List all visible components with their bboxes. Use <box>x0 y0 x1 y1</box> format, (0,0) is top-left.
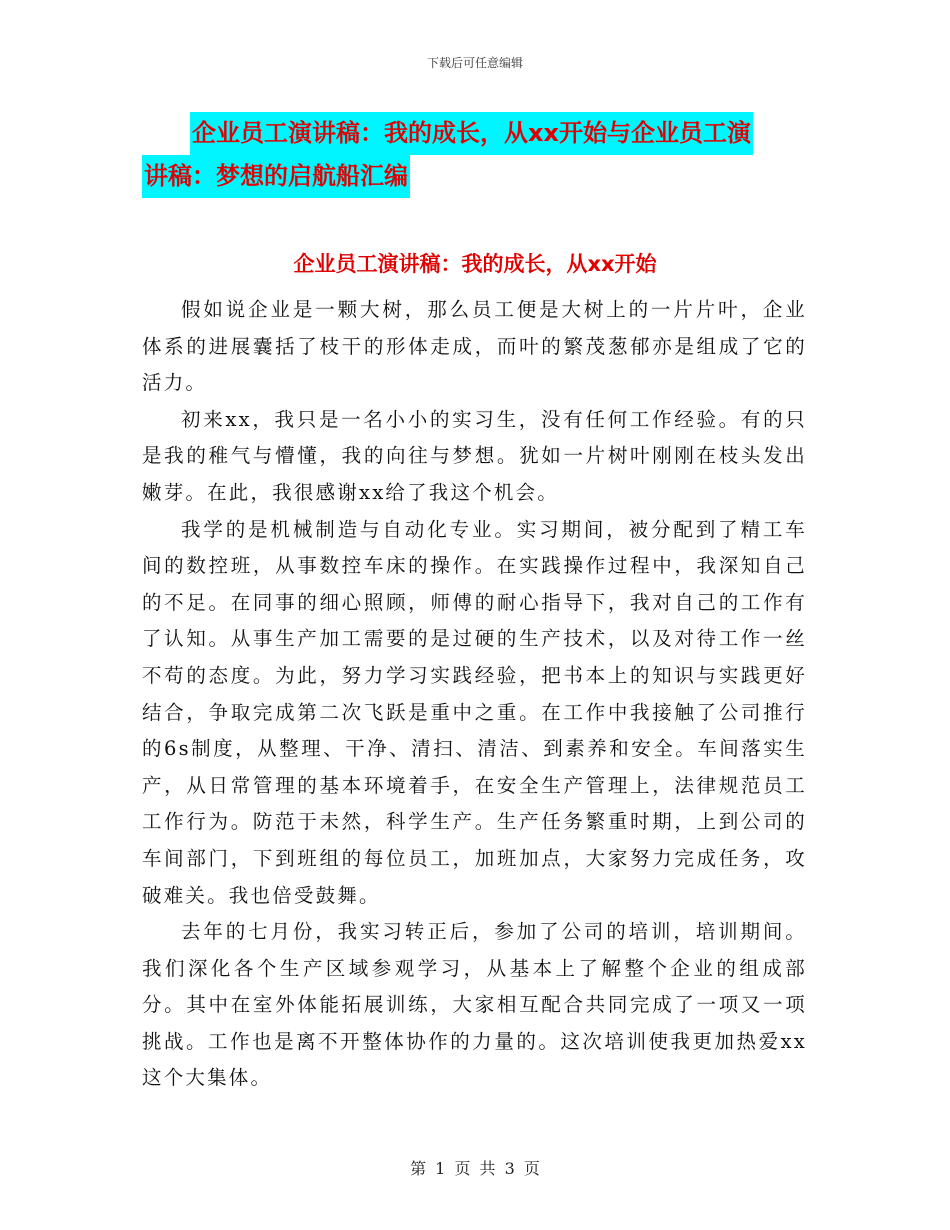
document-title-line-2: 讲稿：梦想的启航船汇编 <box>142 155 410 198</box>
body-text <box>142 292 807 1097</box>
paragraph: 初来xx，我只是一名小小的实习生，没有任何工作经验。有的只是我的稚气与懵懂，我的向往与梦想。犹如一片树叶刚刚在枝头发出嫩芽。在此，我很感谢xx给了我这个机会。 <box>142 407 807 504</box>
paragraph: 假如说企业是一颗大树，那么员工便是大树上的一片片叶，企业体系的进展囊括了枝干的形体走成，而叶的繁茂葱郁亦是组成了它的活力。 <box>142 298 807 395</box>
section-title: 企业员工演讲稿：我的成长，从xx开始 <box>293 252 657 276</box>
header-note: 下载后可任意编辑 <box>426 56 523 70</box>
document-title-line-1: 企业员工演讲稿：我的成长，从xx开始与企业员工演 <box>190 112 753 155</box>
document-title <box>144 112 810 198</box>
paragraph: 去年的七月份，我实习转正后，参加了公司的培训，培训期间。我们深化各个生产区域参观学习，从基本上了解整个企业的组成部分。其中在室外体能拓展训练，大家相互配合共同完成了一项又一项挑战。工作也是离不开整体协作的力量的。这次培训使我更加热爱xx这个大集体。 <box>142 920 807 1090</box>
page-footer: 第 1 页 共 3 页 <box>410 1159 540 1178</box>
paragraph: 我学的是机械制造与自动化专业。实习期间，被分配到了精工车间的数控班，从事数控车床的操作。在实践操作过程中，我深知自己的不足。在同事的细心照顾，师傅的耐心指导下，我对自己的工作有了认知。从事生产加工需要的是过硬的生产技术，以及对待工作一丝不苟的态度。为此，努力学习实践经验，把书本上的知识与实践更好结合，争取完成第二次飞跃是重中之重。在工作中我接触了公司推行的6s制度，从整理、干净、清扫、清洁、到素养和安全。车间落实生产，从日常管理的基本环境着手，在安全生产管理上，法律规范员工工作行为。防范于未然，科学生产。生产任务繁重时期，上到公司的车间部门，下到班组的每位员工，加班加点，大家努力完成任务，攻破难关。我也倍受鼓舞。 <box>142 517 807 907</box>
